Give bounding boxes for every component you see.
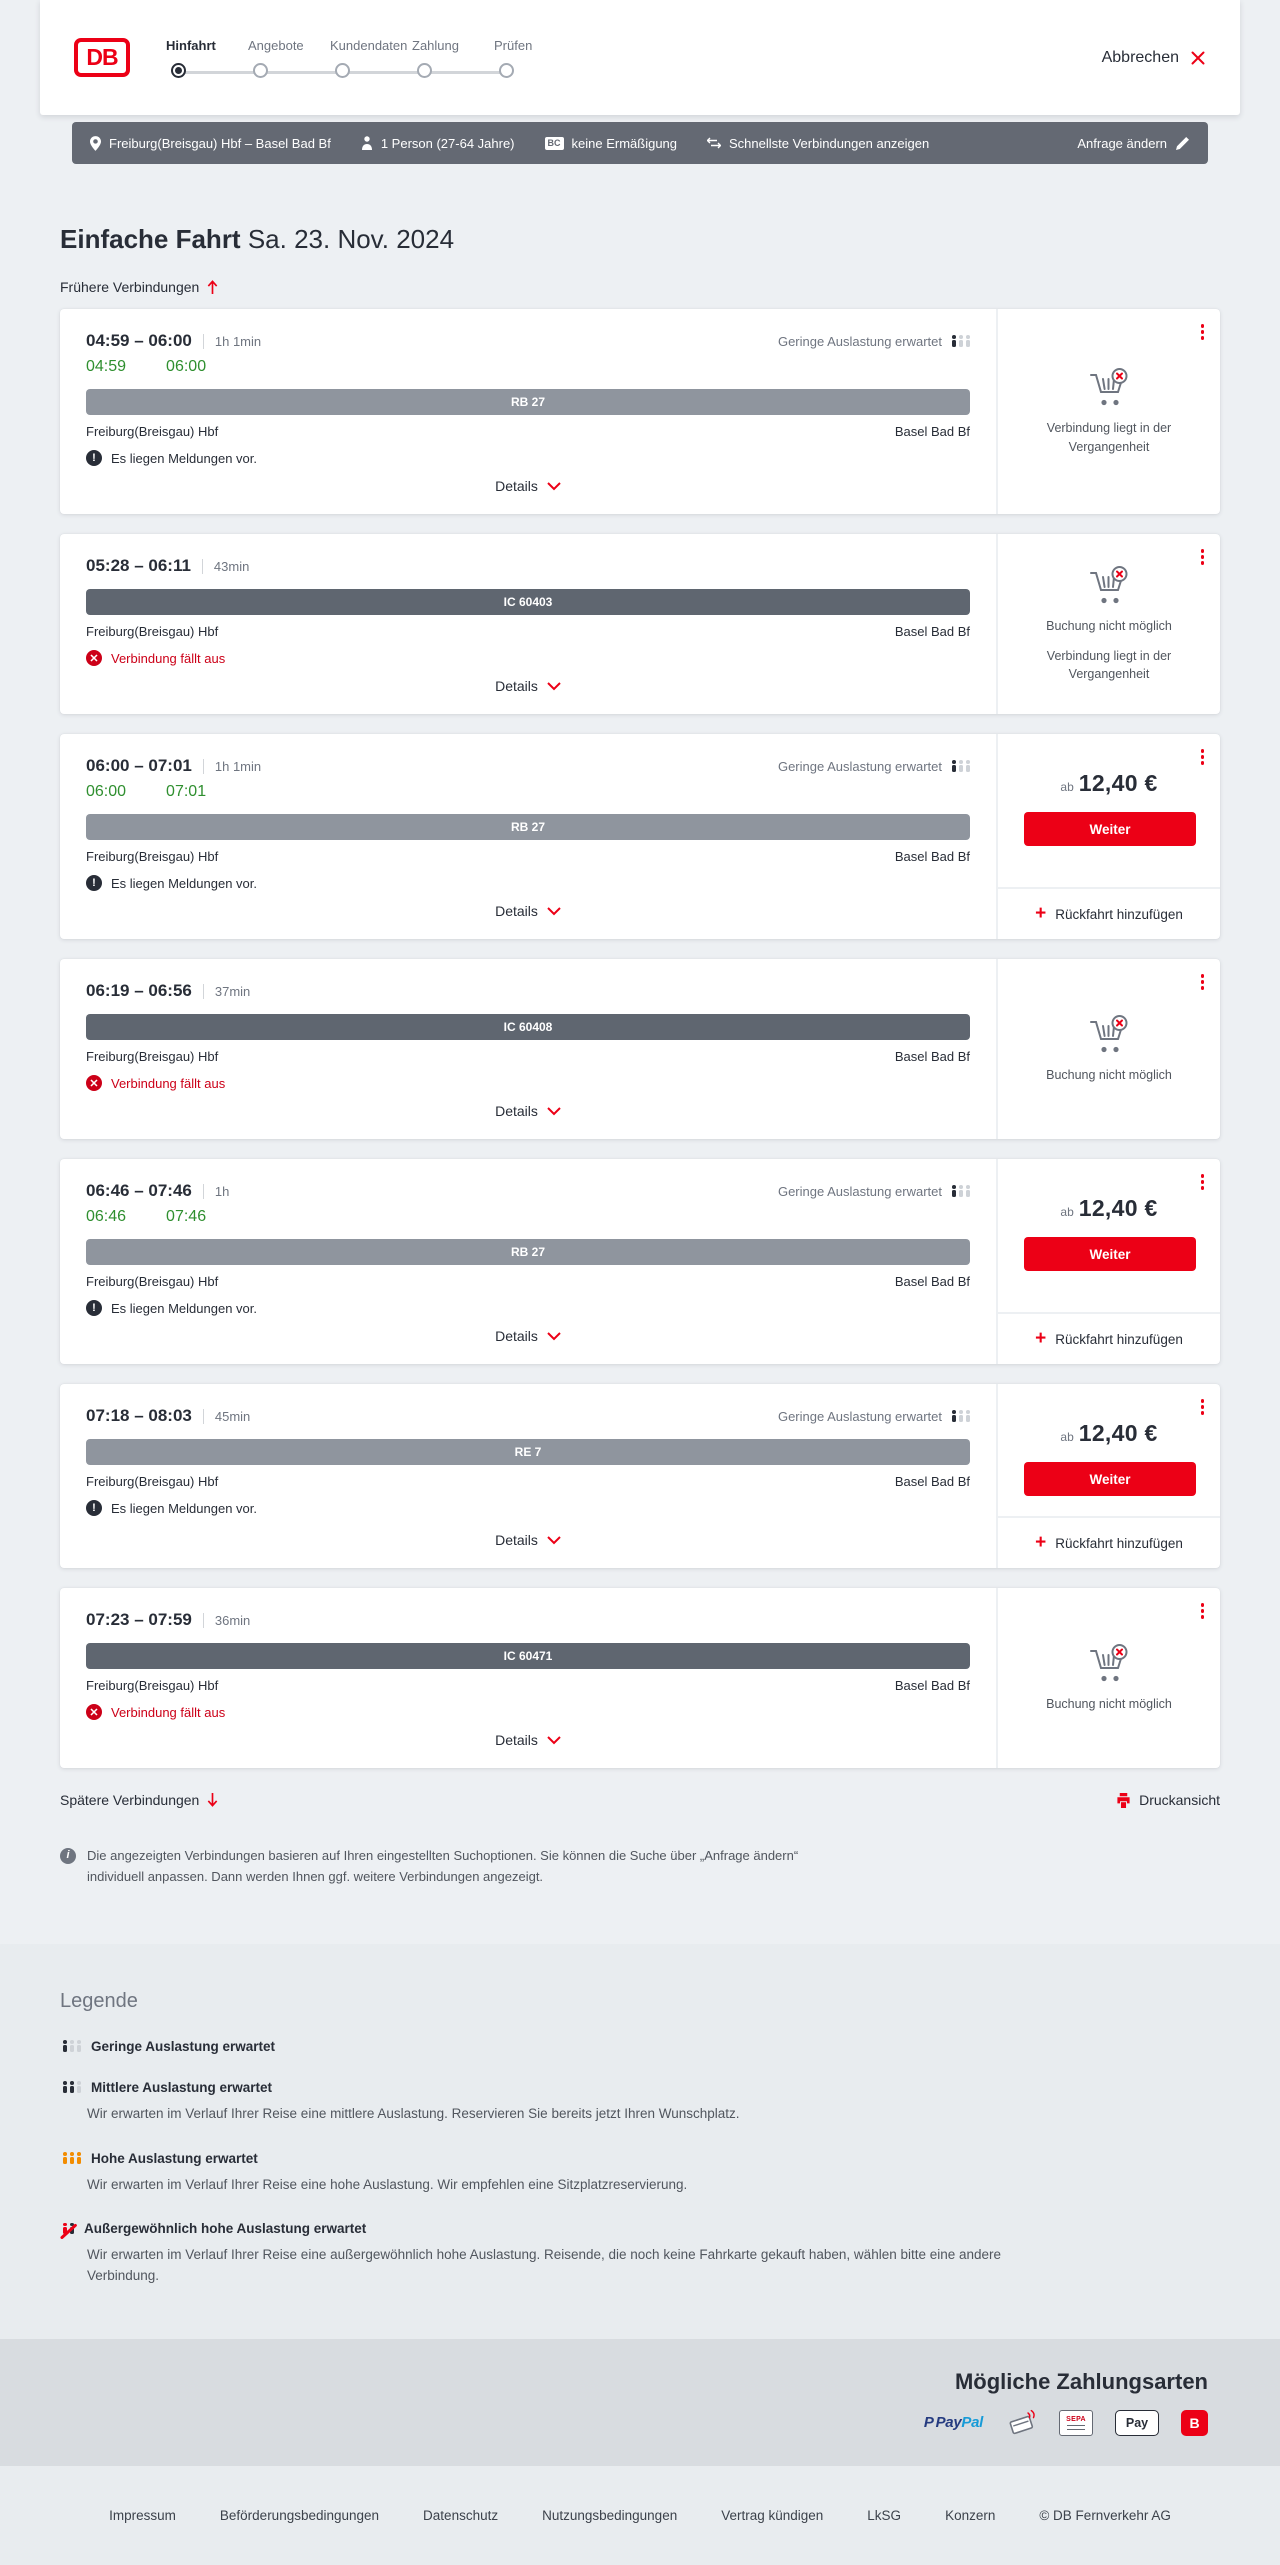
connection-card <box>60 734 1220 939</box>
messages-text: Es liegen Meldungen vor. <box>111 1300 257 1316</box>
occupancy-label: Geringe Auslastung erwartet <box>777 333 942 349</box>
route-summary <box>90 136 331 151</box>
close-icon <box>1190 50 1206 66</box>
step-dot <box>417 63 432 78</box>
connection-card <box>60 309 1220 514</box>
destination-station: Basel Bad Bf <box>894 1049 970 1064</box>
booking-panel <box>996 1159 1220 1364</box>
duration: 37min <box>214 983 251 999</box>
legend-item-high <box>60 2151 1220 2196</box>
sort-text: Schnellste Verbindungen anzeigen <box>729 135 930 151</box>
price-area <box>998 734 1220 866</box>
cancel-label: Abbrechen <box>1101 48 1179 66</box>
connection-main <box>60 959 996 1139</box>
messages-text: Es liegen Meldungen vor. <box>111 1500 257 1516</box>
card-menu-button[interactable] <box>1198 321 1208 343</box>
details-label: Details <box>495 1103 538 1119</box>
time-range: 06:00 – 07:01 <box>86 756 192 775</box>
print-view-button[interactable] <box>1116 1792 1220 1808</box>
credit-card-icon <box>1005 2409 1037 2436</box>
step-label: Hinfahrt <box>166 37 216 53</box>
train-segment-bar <box>86 389 970 415</box>
divider <box>203 334 204 349</box>
train-segment-bar <box>86 589 970 615</box>
time-range: 07:18 – 08:03 <box>86 1406 192 1425</box>
legend-item-medium <box>60 2080 1220 2125</box>
no-booking-text: Buchung nicht möglich <box>1046 1696 1172 1711</box>
time-range: 06:46 – 07:46 <box>86 1181 192 1200</box>
connection-main <box>60 534 996 714</box>
duration: 1h 1min <box>214 758 262 774</box>
time-range: 04:59 – 06:00 <box>86 331 192 350</box>
messages-text: Es liegen Meldungen vor. <box>111 450 257 466</box>
realtime-departure: 04:59 <box>86 358 127 375</box>
price-prefix: ab <box>1060 1430 1074 1444</box>
chevron-down-icon <box>547 1536 561 1545</box>
card-menu-button[interactable] <box>1198 1600 1208 1622</box>
footer-link-konzern[interactable]: Konzern <box>945 2508 996 2524</box>
details-toggle[interactable] <box>489 1720 567 1758</box>
legend-label: Hohe Auslastung erwartet <box>91 2150 258 2166</box>
origin-station: Freiburg(Breisgau) Hbf <box>86 1474 219 1489</box>
plus-icon: + <box>1035 902 1047 924</box>
realtime-arrival: 07:46 <box>166 1208 207 1225</box>
train-segment-bar <box>86 1014 970 1040</box>
price-prefix: ab <box>1060 780 1074 794</box>
card-menu-button[interactable] <box>1198 1171 1208 1193</box>
search-options-note <box>60 1846 840 1888</box>
divider <box>203 1409 204 1424</box>
db-giftcard-icon: B <box>1181 2410 1208 2436</box>
legend-title: Legende <box>60 1989 138 2012</box>
cancel-button[interactable] <box>1102 49 1206 67</box>
duration: 43min <box>213 558 250 574</box>
booking-panel <box>996 534 1220 714</box>
cart-unavailable-icon <box>1086 565 1132 605</box>
page-title <box>60 164 1220 255</box>
details-label: Details <box>495 1328 538 1344</box>
realtime-arrival: 06:00 <box>166 358 207 375</box>
plus-icon: + <box>1035 1327 1047 1349</box>
occupancy-label: Geringe Auslastung erwartet <box>777 758 942 774</box>
alert-icon: ! <box>86 1500 102 1516</box>
origin-station: Freiburg(Breisgau) Hbf <box>86 1678 219 1693</box>
cart-unavailable-icon <box>1086 1643 1132 1683</box>
train-segment-bar <box>86 814 970 840</box>
query-summary-bar <box>72 122 1208 164</box>
train-segment-bar <box>86 1239 970 1265</box>
occupancy-high-icon <box>60 2153 81 2164</box>
arrow-up-icon <box>206 279 219 295</box>
train-segment-bar <box>86 1439 970 1465</box>
apple-pay-icon: Pay <box>1115 2410 1159 2436</box>
realtime-departure: 06:00 <box>86 783 127 800</box>
realtime-times <box>86 358 970 376</box>
footer-link-befoerderungsbedingungen[interactable]: Beförderungsbedingungen <box>219 2508 380 2524</box>
continue-button[interactable]: Weiter <box>1024 812 1196 846</box>
step-label: Angebote <box>248 37 304 53</box>
payment-section <box>0 2339 1280 2466</box>
footer-link-nutzungsbedingungen[interactable]: Nutzungsbedingungen <box>542 2508 678 2524</box>
occupancy-low-icon <box>949 761 970 772</box>
details-toggle[interactable] <box>489 1520 567 1558</box>
edit-request-label: Anfrage ändern <box>1077 135 1167 151</box>
add-return-label: Rückfahrt hinzufügen <box>1055 1331 1183 1347</box>
step-dot <box>499 63 514 78</box>
legend-item-low <box>60 2039 1220 2054</box>
add-return-label: Rückfahrt hinzufügen <box>1055 906 1183 922</box>
connection-card <box>60 1588 1220 1768</box>
legend-description: Wir erwarten im Verlauf Ihrer Reise eine außergewöhnlich hohe Auslastung. Reisende, die noch keine Fahrkarte gekauft haben, wählen bitte eine andere Verbindung. <box>87 2247 1002 2284</box>
origin-station: Freiburg(Breisgau) Hbf <box>86 424 219 439</box>
no-booking-text: Buchung nicht möglich <box>1046 618 1172 633</box>
discount-text: keine Ermäßigung <box>571 135 678 151</box>
later-connections-button[interactable] <box>60 1792 219 1808</box>
destination-station: Basel Bad Bf <box>894 424 970 439</box>
booking-panel <box>996 309 1220 514</box>
results-area <box>60 164 1220 1944</box>
divider <box>203 984 204 999</box>
details-label: Details <box>495 478 538 494</box>
connection-card <box>60 534 1220 714</box>
cancelled-text: Verbindung fällt aus <box>111 650 226 666</box>
time-range: 07:23 – 07:59 <box>86 1610 192 1629</box>
discount-summary <box>545 136 678 151</box>
footer-link-lksg[interactable]: LkSG <box>867 2508 902 2524</box>
train-segment-bar <box>86 1643 970 1669</box>
add-return-button[interactable] <box>998 1516 1220 1568</box>
realtime-times <box>86 1208 970 1226</box>
legend-description: Wir erwarten im Verlauf Ihrer Reise eine hohe Auslastung. Wir empfehlen eine Sitzplatzreservierung. <box>87 2176 688 2192</box>
details-toggle[interactable] <box>489 1316 567 1354</box>
train-label: RB 27 <box>510 1245 545 1259</box>
route-text: Freiburg(Breisgau) Hbf – Basel Bad Bf <box>109 135 331 151</box>
details-label: Details <box>495 903 538 919</box>
cancelled-note <box>86 1704 970 1720</box>
details-toggle[interactable] <box>489 1091 567 1129</box>
app-header <box>40 0 1240 115</box>
plus-icon: + <box>1035 1531 1047 1553</box>
connection-main <box>60 309 996 514</box>
payment-title: Mögliche Zahlungsarten <box>954 2369 1208 2395</box>
details-toggle[interactable] <box>489 466 567 504</box>
divider <box>203 1613 204 1628</box>
continue-button[interactable]: Weiter <box>1024 1237 1196 1271</box>
add-return-button[interactable] <box>998 1312 1220 1364</box>
occupancy-low-icon <box>949 1411 970 1422</box>
train-label: RB 27 <box>510 395 545 409</box>
earlier-connections-button[interactable] <box>60 279 219 295</box>
divider <box>203 1184 204 1199</box>
cancelled-icon: ✕ <box>86 1704 102 1720</box>
paypal-icon: P PayPal <box>923 2414 983 2432</box>
edit-request-button[interactable] <box>1077 136 1190 151</box>
step-label: Prüfen <box>494 37 533 53</box>
messages-note <box>86 450 970 466</box>
step-label: Zahlung <box>412 37 459 53</box>
time-range: 06:19 – 06:56 <box>86 981 192 1000</box>
step-pruefen[interactable] <box>494 38 576 78</box>
occupancy-label: Geringe Auslastung erwartet <box>777 1183 942 1199</box>
cancelled-icon: ✕ <box>86 650 102 666</box>
pencil-icon <box>1176 136 1190 150</box>
sort-summary <box>707 136 929 151</box>
alert-icon: ! <box>86 875 102 891</box>
db-logo[interactable]: DB <box>74 38 130 77</box>
train-label: RE 7 <box>514 1445 542 1459</box>
print-view-label: Druckansicht <box>1139 1792 1220 1808</box>
footer-link-vertrag-kuendigen[interactable]: Vertrag kündigen <box>721 2508 824 2524</box>
footer <box>0 2466 1280 2565</box>
messages-note <box>86 875 970 891</box>
cart-unavailable-icon <box>1086 367 1132 407</box>
origin-station: Freiburg(Breisgau) Hbf <box>86 849 219 864</box>
price-area <box>998 1384 1220 1516</box>
connection-main <box>60 1588 996 1768</box>
occupancy-exceptional-icon <box>60 2223 74 2234</box>
cart-unavailable-icon <box>1086 1014 1132 1054</box>
earlier-connections-label: Frühere Verbindungen <box>60 279 200 295</box>
passenger-text: 1 Person (27-64 Jahre) <box>380 135 515 151</box>
messages-text: Es liegen Meldungen vor. <box>111 875 257 891</box>
chevron-down-icon <box>547 1332 561 1341</box>
chevron-down-icon <box>547 907 561 916</box>
occupancy-low-icon <box>60 2041 81 2052</box>
connection-main <box>60 734 996 939</box>
price-value: 12,40 € <box>1078 770 1158 796</box>
continue-button[interactable]: Weiter <box>1024 1462 1196 1496</box>
card-menu-button[interactable] <box>1198 971 1208 993</box>
connection-card <box>60 1384 1220 1568</box>
train-label: IC 60403 <box>503 595 553 609</box>
search-options-text: Die angezeigten Verbindungen basieren auf Ihren eingestellten Suchoptionen. Sie können die Suche über „Anfrage ändern“ individuell anpassen. Dann werden Ihnen ggf. weitere Verbindungen angezeigt. <box>87 1848 799 1884</box>
price-prefix: ab <box>1060 1205 1074 1219</box>
chevron-down-icon <box>547 1736 561 1745</box>
price-area <box>998 1159 1220 1291</box>
train-label: IC 60471 <box>503 1649 553 1663</box>
legend-label: Geringe Auslastung erwartet <box>91 2038 276 2054</box>
step-dot-active <box>171 63 186 78</box>
person-icon <box>361 136 373 150</box>
passenger-summary <box>361 136 515 151</box>
cancelled-note <box>86 650 970 666</box>
connection-main <box>60 1159 996 1364</box>
origin-station: Freiburg(Breisgau) Hbf <box>86 1274 219 1289</box>
time-range: 05:28 – 06:11 <box>86 556 191 575</box>
legend-item-exceptional <box>60 2221 1220 2287</box>
origin-station: Freiburg(Breisgau) Hbf <box>86 624 219 639</box>
details-label: Details <box>495 1732 538 1748</box>
footer-copyright: © DB Fernverkehr AG <box>1039 2508 1171 2524</box>
duration: 45min <box>214 1408 251 1424</box>
connection-card <box>60 959 1220 1139</box>
journey-type: Einfache Fahrt <box>60 224 241 254</box>
occupancy-indicator <box>778 334 970 349</box>
legend-label: Mittlere Auslastung erwartet <box>91 2079 273 2095</box>
cancelled-text: Verbindung fällt aus <box>111 1704 226 1720</box>
alert-icon: ! <box>86 1300 102 1316</box>
train-label: RB 27 <box>510 820 545 834</box>
swap-arrows-icon <box>707 137 721 149</box>
past-connection-text: Verbindung liegt in der Vergangenheit <box>1046 421 1172 454</box>
occupancy-label: Geringe Auslastung erwartet <box>777 1408 942 1424</box>
realtime-departure: 06:46 <box>86 1208 127 1225</box>
occupancy-low-icon <box>949 336 970 347</box>
destination-station: Basel Bad Bf <box>894 849 970 864</box>
card-menu-button[interactable] <box>1198 746 1208 768</box>
occupancy-indicator <box>778 1409 970 1424</box>
card-menu-button[interactable] <box>1198 546 1208 568</box>
price-value: 12,40 € <box>1078 1420 1158 1446</box>
duration: 1h 1min <box>214 333 262 349</box>
sepa-icon: SEPA <box>1059 2410 1093 2436</box>
destination-station: Basel Bad Bf <box>894 1474 970 1489</box>
destination-station: Basel Bad Bf <box>894 1678 970 1693</box>
divider <box>202 559 203 574</box>
details-label: Details <box>495 678 538 694</box>
booking-panel <box>996 734 1220 939</box>
past-connection-text: Verbindung liegt in der Vergangenheit <box>1046 648 1172 682</box>
legend-section <box>0 1944 1280 2340</box>
progress-stepper <box>166 38 576 78</box>
footer-link-datenschutz[interactable]: Datenschutz <box>423 2508 499 2524</box>
payment-methods <box>0 2409 1208 2436</box>
footer-link-impressum[interactable]: Impressum <box>109 2508 176 2524</box>
cancelled-icon: ✕ <box>86 1075 102 1091</box>
details-label: Details <box>495 1532 538 1548</box>
info-icon: i <box>60 1848 76 1864</box>
destination-station: Basel Bad Bf <box>894 1274 970 1289</box>
step-dot <box>253 63 268 78</box>
legend-label: Außergewöhnlich hohe Auslastung erwartet <box>84 2221 367 2237</box>
journey-date: Sa. 23. Nov. 2024 <box>247 224 455 254</box>
price-value: 12,40 € <box>1078 1195 1158 1221</box>
booking-panel <box>996 1384 1220 1568</box>
connection-card <box>60 1159 1220 1364</box>
chevron-down-icon <box>547 1107 561 1116</box>
occupancy-low-icon <box>949 1186 970 1197</box>
occupancy-medium-icon <box>60 2082 81 2093</box>
location-pin-icon <box>90 136 101 151</box>
connection-main <box>60 1384 996 1568</box>
booking-panel <box>996 1588 1220 1768</box>
step-dot <box>335 63 350 78</box>
step-label: Kundendaten <box>330 37 408 53</box>
messages-note <box>86 1300 970 1316</box>
connection-list <box>60 309 1220 1768</box>
realtime-arrival: 07:01 <box>166 783 207 800</box>
cancelled-note <box>86 1075 970 1091</box>
later-connections-label: Spätere Verbindungen <box>60 1792 200 1808</box>
details-toggle[interactable] <box>489 891 567 929</box>
chevron-down-icon <box>547 682 561 691</box>
duration: 1h <box>214 1183 230 1199</box>
printer-icon <box>1116 1793 1131 1808</box>
add-return-button[interactable] <box>998 887 1220 939</box>
booking-panel <box>996 959 1220 1139</box>
occupancy-indicator <box>778 759 970 774</box>
train-label: IC 60408 <box>503 1020 553 1034</box>
no-booking-text: Buchung nicht möglich <box>1046 1067 1172 1082</box>
cancelled-text: Verbindung fällt aus <box>111 1075 226 1091</box>
messages-note <box>86 1500 970 1516</box>
arrow-down-icon <box>206 1792 219 1808</box>
realtime-times <box>86 783 970 801</box>
legend-description: Wir erwarten im Verlauf Ihrer Reise eine mittlere Auslastung. Reservieren Sie bereits jetzt Ihren Wunschplatz. <box>87 2105 740 2121</box>
add-return-label: Rückfahrt hinzufügen <box>1055 1535 1183 1551</box>
origin-station: Freiburg(Breisgau) Hbf <box>86 1049 219 1064</box>
bahncard-icon: BC <box>545 137 564 150</box>
card-menu-button[interactable] <box>1198 1396 1208 1418</box>
alert-icon: ! <box>86 450 102 466</box>
chevron-down-icon <box>547 482 561 491</box>
destination-station: Basel Bad Bf <box>894 624 970 639</box>
divider <box>203 759 204 774</box>
details-toggle[interactable] <box>489 666 567 704</box>
duration: 36min <box>214 1612 251 1628</box>
occupancy-indicator <box>778 1184 970 1199</box>
